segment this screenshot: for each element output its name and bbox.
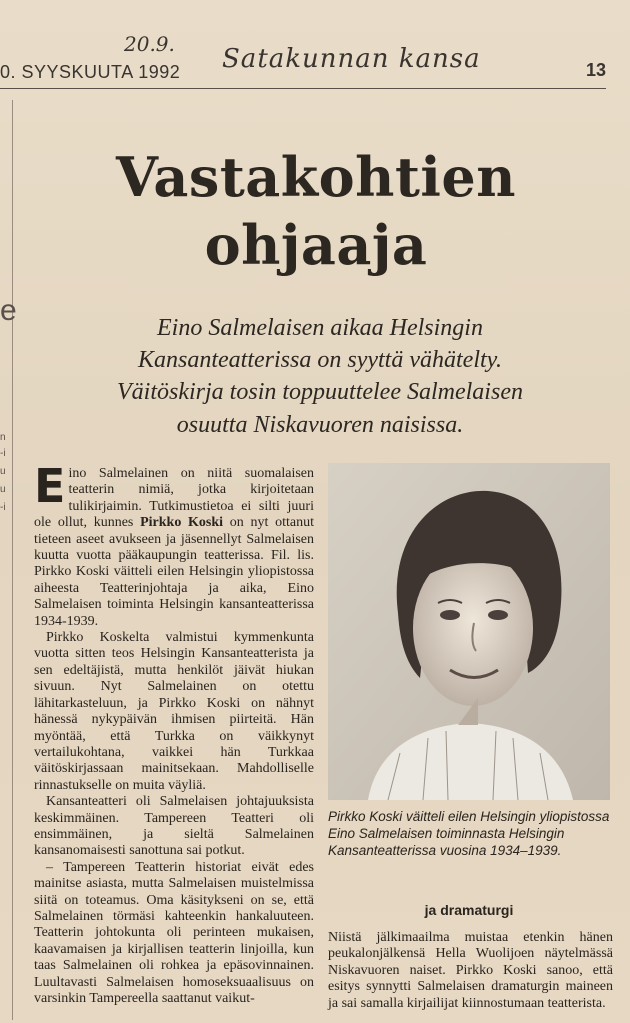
photo-caption: Pirkko Koski väitteli eilen Helsingin yliopistossa Eino Salmelaisen toiminnasta Helsingin Kansanteatterissa vuosina 1934–1939.	[328, 809, 610, 858]
lead-line-1: Eino Salmelaisen aikaa Helsingin	[157, 315, 483, 341]
header-date: 0. SYYSKUUTA 1992	[0, 62, 181, 82]
paragraph-1-text-b: on nyt ottanut tieteen aseet avukseen ja jäsennellyt Salmelaisen kuutta vuotta pääkaupungin teatterissa. Fil. lis. Pirkko Koski väitteli eilen Helsingin yliopistossa aiheesta Teatterinjohtaja ja aika, Eino Salmelaisen toiminta Helsingin kansanteatterissa 1934-1939.	[34, 515, 314, 629]
article-body-left	[34, 459, 314, 1007]
paragraph-2: Pirkko Koskelta valmistui kymmenkunta vuotta sitten teos Helsingin Kansanteatterista ja sen edeltäjistä, mutta henkilöt jäivät hiukan sivuun. Nyt Salmelainen on otettu lähitarkasteluun, ja Pirkko Koski on nähnyt hänessä nykypäivän ihmisen piirteitä. Hän myöntää, että Turkka on väikkynyt vertailukohtana, vaikkei hän Turkkaa väitöskirjassaan mainitsekaan. Mahdolliselle rinnastukselle on muita väyliä.	[34, 630, 314, 793]
person-name: Pirkko Koski	[140, 515, 224, 531]
headline-line-1: Vastakohtien	[115, 145, 517, 209]
header-rule	[0, 88, 606, 89]
adjacent-char: -i	[0, 502, 6, 513]
lead-line-3: Väitöskirja tosin toppuuttelee Salmelaisen	[117, 379, 523, 405]
article-body-right: Niistä jälkimaailma muistaa etenkin hänen peukalonjälkensä Hella Wuolijoen näytelmässä Niskavuoren naiset. Pirkko Koski sanoo, että esitys synnytti Salmelaisen dramaturgin maineen ja sai samalla kirjailijat kiinnostumaan teatterista.	[328, 930, 613, 1011]
paragraph-1-text-a: ino Salmelainen on niitä suomalaisen teatterin nimiä, jotka kirjoitetaan tulikirjaimin. Tutkimustietoa ei silti juuri ole ollut, kunnes	[34, 466, 314, 531]
lead-line-2: Kansanteatterissa on syyttä vähätelty.	[138, 347, 502, 373]
page-number: 13	[585, 60, 606, 80]
subheading: ja dramaturgi	[424, 902, 514, 918]
adjacent-column-strip	[0, 100, 13, 1020]
adjacent-char: -i	[0, 448, 6, 459]
adjacent-column-letter: e	[0, 294, 17, 327]
paragraph-4: – Tampereen Teatterin historiat eivät edes mainitse asiasta, mutta Salmelaisen muistelmissa siitä on toteamus. Oma käsitykseni on se, että Salmelainen törmäsi kahteenkin hankaluuteen. Teatterin johtokunta oli perinteen mukaisen, kaavamaisen ja kirjallisen teatterin linjoilla, kun taas Salmelainen oli rohkea ja epäsovinnainen. Luultavasti Salmelaisen homoseksuaalisuus on varsinkin Tampereella saattanut vaikut-	[34, 859, 314, 1006]
lead-line-4: osuutta Niskavuoren naisissa.	[176, 412, 464, 438]
adjacent-char: n	[0, 432, 6, 443]
paragraph-1	[34, 459, 314, 630]
adjacent-char: u	[0, 466, 6, 477]
portrait-illustration	[328, 463, 610, 800]
adjacent-char: u	[0, 484, 6, 495]
handwritten-date: 20.9.	[124, 32, 175, 56]
headline-line-2: ohjaaja	[204, 213, 428, 277]
drop-cap: E	[34, 459, 66, 513]
portrait-photo	[328, 463, 610, 800]
handwritten-source: Satakunnan kansa	[222, 44, 481, 74]
paragraph-3: Kansanteatteri oli Salmelaisen johtajuuksista keskimmäinen. Tampereen Teatteri oli ensimmäinen, ja sieltä Salmelainen kansanomaisesti sanottuna sai potkut.	[34, 794, 314, 859]
